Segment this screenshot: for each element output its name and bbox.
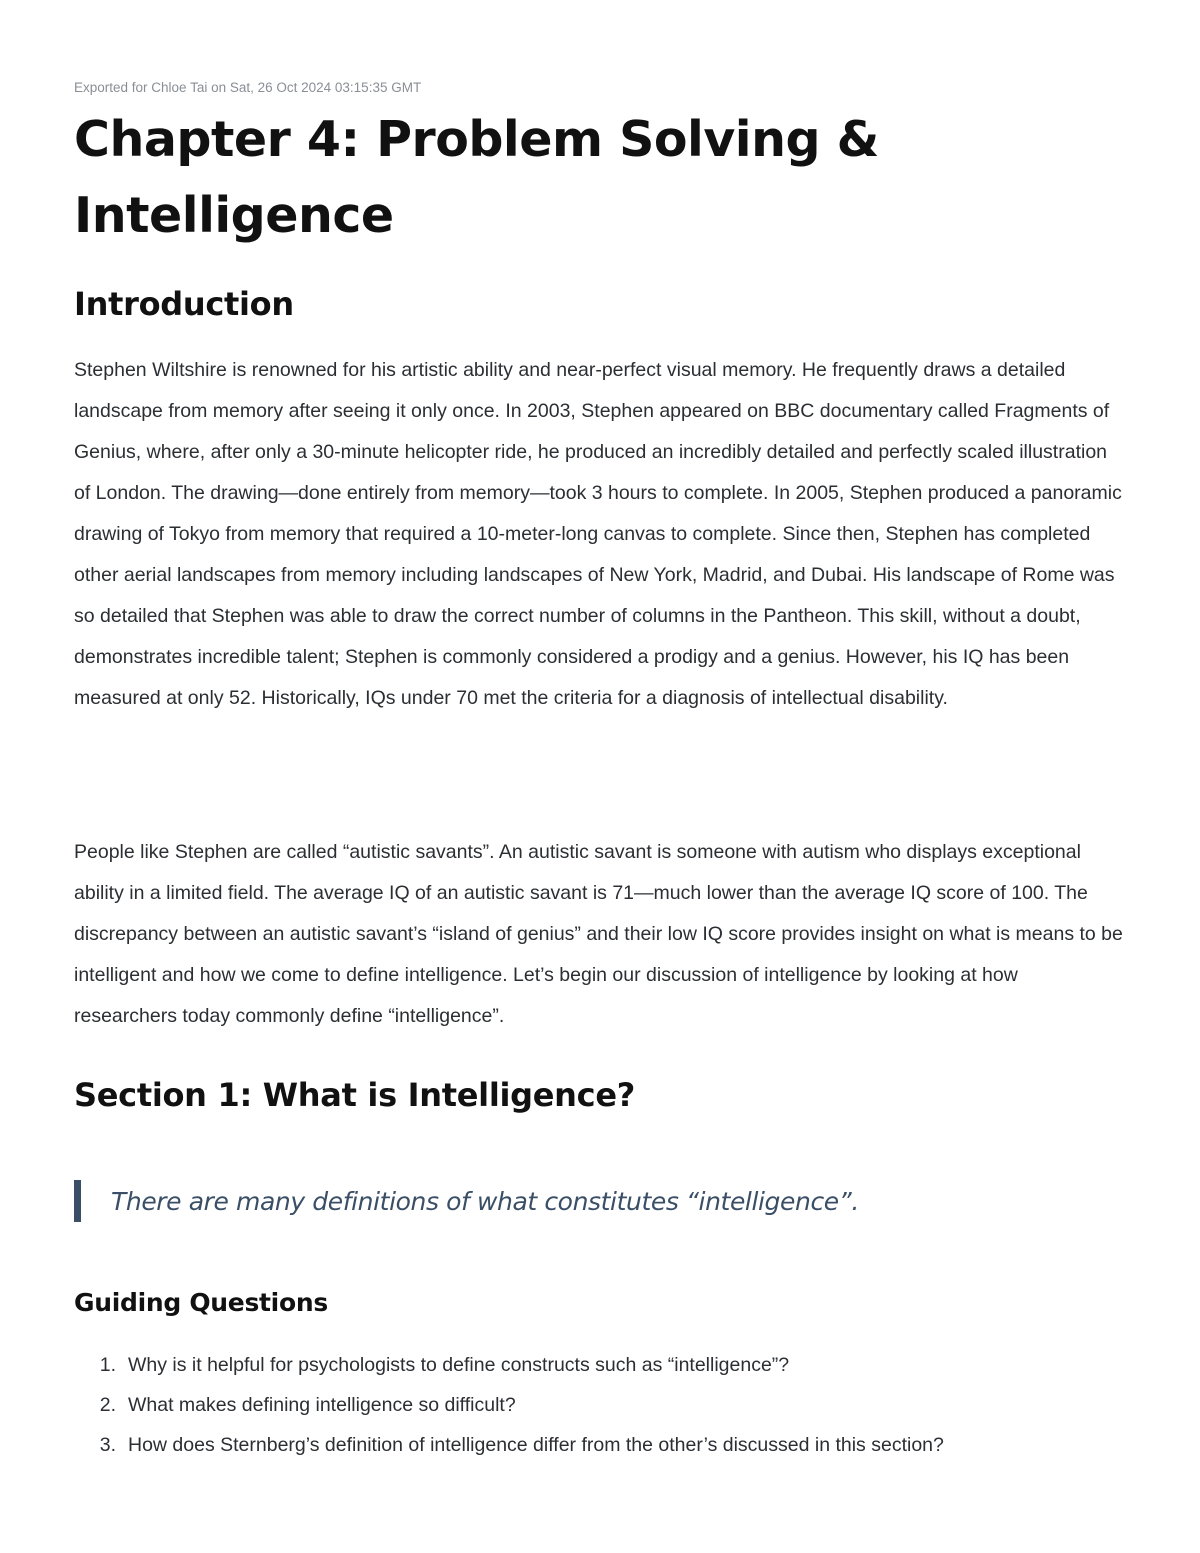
list-item-text: How does Sternberg’s definition of intelligence differ from the other’s discussed in this section? bbox=[128, 1434, 944, 1456]
introduction-heading: Introduction bbox=[74, 285, 294, 323]
list-item-text: What makes defining intelligence so difficult? bbox=[128, 1394, 516, 1416]
callout-quote-text: There are many definitions of what constitutes “intelligence”. bbox=[111, 1186, 859, 1216]
intro-paragraph-2: People like Stephen are called “autistic savants”. An autistic savant is someone with autism who displays exceptional ability in a limited field. The average IQ of an autistic savant is 71—much lower than the average IQ score of 100. The discrepancy between an autistic savant’s “island of genius” and their low IQ score provides insight on what is means to be intelligent and how we come to define intelligence. Let’s begin our discussion of intelligence by looking at how researchers today commonly define “intelligence”. bbox=[74, 841, 1123, 1027]
intro-paragraph-1: Stephen Wiltshire is renowned for his artistic ability and near-perfect visual memory. He frequently draws a detailed landscape from memory after seeing it only once. In 2003, Stephen appeared on BBC documentary called Fragments of Genius, where, after only a 30-minute helicopter ride, he produced an incredibly detailed and perfectly scaled illustration of London. The drawing—done entirely from memory—took 3 hours to complete. In 2005, Stephen produced a panoramic drawing of Tokyo from memory that required a 10-meter-long canvas to complete. Since then, Stephen has completed other aerial landscapes from memory including landscapes of New York, Madrid, and Dubai. His landscape of Rome was so detailed that Stephen was able to draw the correct number of columns in the Pantheon. This skill, without a doubt, demonstrates incredible talent; Stephen is commonly considered a prodigy and a genius. However, his IQ has been measured at only 52. Historically, IQs under 70 met the criteria for a diagnosis of intellectual disability. bbox=[74, 359, 1122, 709]
chapter-title: Chapter 4: Problem Solving & Intelligence bbox=[74, 111, 879, 244]
section-1-heading: Section 1: What is Intelligence? bbox=[74, 1076, 635, 1114]
list-item-number: 1. bbox=[99, 1354, 116, 1376]
list-item bbox=[74, 1425, 944, 1465]
list-item-number: 3. bbox=[99, 1434, 116, 1456]
list-item-number: 2. bbox=[99, 1394, 116, 1416]
callout-quote bbox=[74, 1180, 859, 1222]
list-item bbox=[74, 1345, 944, 1385]
guiding-questions-heading: Guiding Questions bbox=[74, 1288, 328, 1317]
list-item bbox=[74, 1385, 944, 1425]
list-item-text: Why is it helpful for psychologists to define constructs such as “intelligence”? bbox=[128, 1354, 790, 1376]
guiding-questions-list bbox=[74, 1345, 944, 1465]
export-notice: Exported for Chloe Tai on Sat, 26 Oct 2024 03:15:35 GMT bbox=[74, 80, 422, 95]
